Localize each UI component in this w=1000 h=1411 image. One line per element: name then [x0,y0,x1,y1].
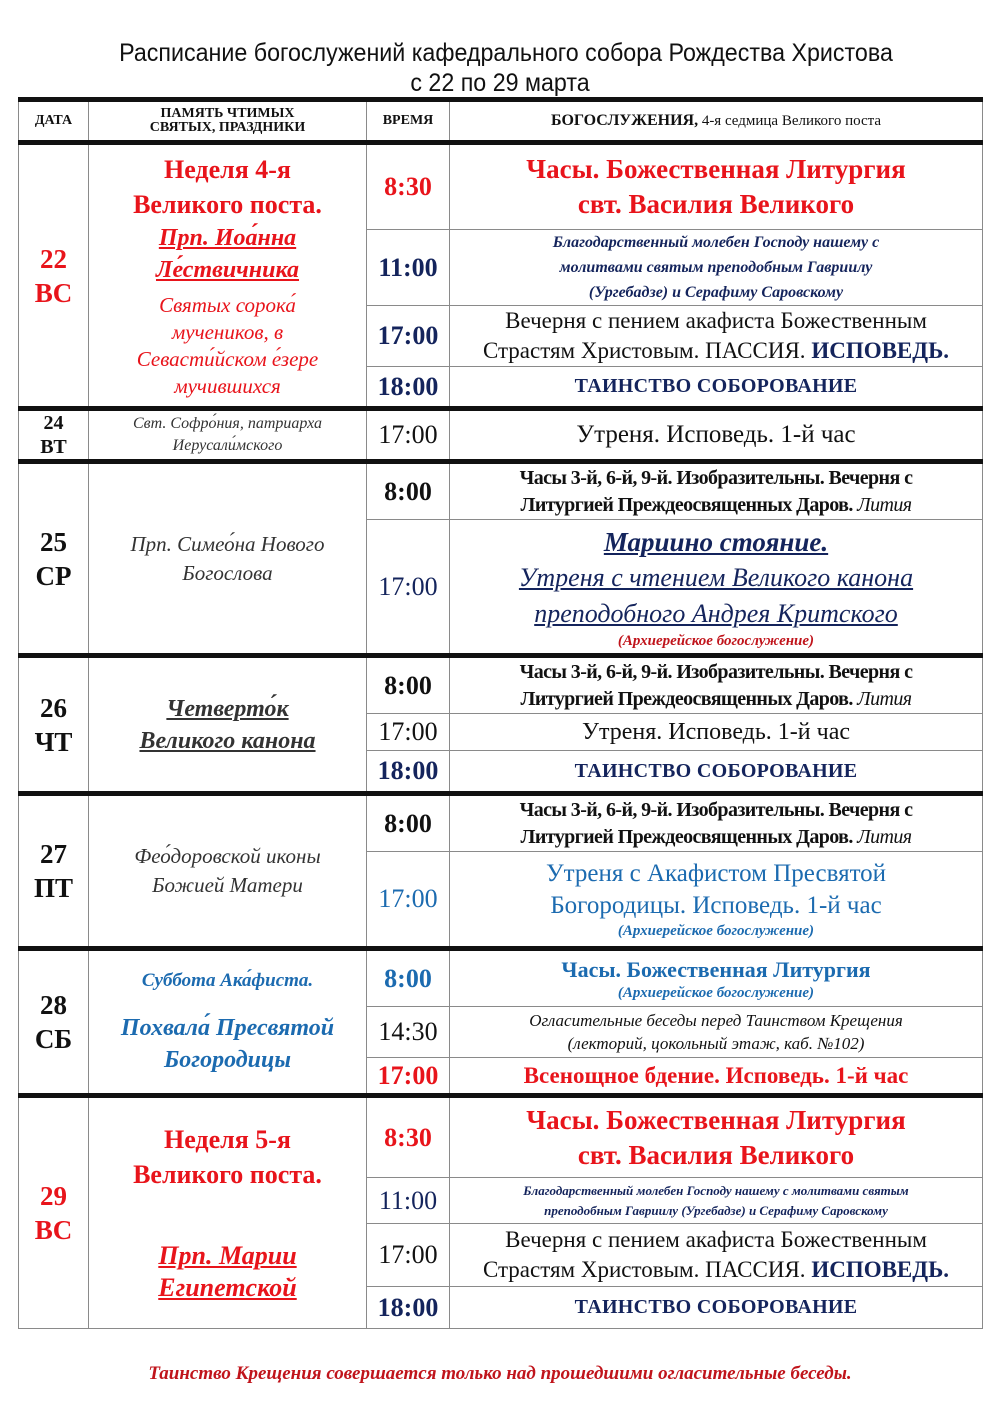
service-time: 8:00 [367,462,450,520]
table-row [19,656,983,714]
service-line: Мариино стояние. [603,526,829,557]
table-row [19,949,983,1007]
service-line: Вечерня с пением акафиста Божественным [505,1227,927,1252]
service-time: 17:00 [367,306,450,367]
service-line: преподобным Гавриилу (Ургебадзе) и Серафиму Саровскому [544,1202,888,1218]
memory-line: Севасти́йском е́зере [136,346,319,371]
service-line: Вечерня с пением акафиста Божественным [505,308,927,333]
service-confession: ИСПОВЕДЬ. [811,338,950,363]
memory-line: Суббота Aка́фиста. [141,970,314,991]
service-time: 17:00 [367,1224,450,1287]
service-description [450,852,983,949]
header-services-week: 4-я седмица Великого поста [698,113,882,129]
day-block-28 [19,949,983,1096]
service-description [450,1178,983,1224]
service-note: (Архиерейское богослужение) [617,632,815,649]
memory-line: мучившихся [174,373,281,398]
service-time: 17:00 [367,1058,450,1096]
service-description [450,306,983,367]
memory-cell [89,949,367,1096]
memory-cell [89,409,367,462]
service-line: Часы 3-й, 6-й, 9-й. Изобразительны. Вечерня с [519,466,913,489]
service-description [450,1007,983,1058]
date-day: 25 [40,526,67,557]
table-row [19,1096,983,1178]
table-row [19,409,983,462]
date-cell [19,794,89,949]
service-line: Литургией Преждеосвященных Даров. [520,825,853,848]
service-line: молитвами святым преподобным Гавриилу [559,259,873,276]
service-line: Часы. Божественная Литургия [526,1104,906,1135]
date-weekday: СР [35,560,72,591]
header-services [450,100,983,143]
memory-saint-link: Ле́ствичника [155,256,300,283]
date-cell [19,949,89,1096]
service-time: 18:00 [367,367,450,409]
document-subtitle-dates: с 22 по 29 марта [410,69,590,97]
footer-note: Таинство Крещения совершается только над прошедшими огласительные беседы. [148,1363,852,1384]
service-time: 11:00 [367,230,450,306]
service-description: Утреня. Исповедь. 1-й час [450,714,983,751]
service-litia: Лития [857,687,912,710]
date-day: 27 [40,839,67,869]
service-description [450,520,983,656]
service-description [450,656,983,714]
header-memory-line1: ПАМЯТЬ ЧТИМЫХ [160,106,295,121]
memory-line: Фео́доровской иконы [134,844,321,868]
service-description [450,143,983,230]
service-line: Благодарственный молебен Господу нашему с молитвами святым [523,1182,909,1198]
service-time: 14:30 [367,1007,450,1058]
service-time: 17:00 [367,852,450,949]
service-description: Утреня. Исповедь. 1-й час [450,409,983,462]
document-title: Расписание богослужений кафедрального собора Рождества Христова [119,39,893,67]
service-description: ТАИНСТВО СОБОРОВАНИЕ [450,1287,983,1329]
service-time: 11:00 [367,1178,450,1224]
service-note: (Архиерейское богослужение) [617,923,815,939]
service-line: Огласительные беседы перед Таинством Крещения [529,1011,903,1030]
table-header-row [19,100,983,143]
service-time: 17:00 [367,714,450,751]
date-day: 22 [40,243,67,274]
service-line: Часы 3-й, 6-й, 9-й. Изобразительны. Вечерня с [519,660,913,683]
date-day: 26 [40,692,67,723]
service-line: Утреня с Акафистом Пресвятой [545,860,887,887]
memory-line: Богослова [182,560,273,585]
service-time: 8:00 [367,656,450,714]
header-memory-line2: СВЯТЫХ, ПРАЗДНИКИ [149,120,306,135]
memory-line: Божией Матери [152,873,303,897]
table-row [19,794,983,852]
service-description: ТАИНСТВО СОБОРОВАНИЕ [450,751,983,794]
memory-line: Прп. Симео́на Нового [130,531,325,556]
table-row [19,462,983,520]
service-line: Богородицы. Исповедь. 1-й час [550,892,882,919]
service-note: (Архиерейское богослужение) [617,984,815,1001]
day-block-29 [19,1096,983,1329]
service-description: ТАИНСТВО СОБОРОВАНИЕ [450,367,983,409]
memory-line: Великого канона [139,727,316,754]
date-cell [19,143,89,409]
service-description [450,230,983,306]
service-time: 18:00 [367,1287,450,1329]
service-time: 18:00 [367,751,450,794]
memory-cell [89,656,367,794]
memory-cell [89,1096,367,1329]
date-weekday: ЧТ [34,726,73,757]
memory-cell [89,143,367,409]
service-line: (лекторий, цокольный этаж, каб. №102) [567,1034,865,1053]
date-cell [19,656,89,794]
memory-line: Великого поста. [133,189,322,219]
memory-line: мучеников, в [171,319,284,344]
service-line: Часы. Божественная Литургия [526,154,906,184]
service-time: 8:30 [367,143,450,230]
date-weekday: ПТ [33,873,73,903]
memory-line: Иерусали́мского [172,437,283,454]
table-row [19,143,983,230]
date-day: 24 [43,412,64,434]
date-weekday: ВТ [40,436,67,458]
memory-line: Похвала́ Пресвятой [120,1015,335,1041]
service-litia: Лития [857,825,912,848]
service-description: Всенощное бдение. Исповедь. 1-й час [450,1058,983,1096]
service-time: 17:00 [367,520,450,656]
memory-cell [89,462,367,656]
date-cell [19,462,89,656]
memory-line: Неделя 5-я [164,1125,291,1154]
day-block-25 [19,462,983,656]
date-cell [19,409,89,462]
memory-cell [89,794,367,949]
service-description [450,794,983,852]
service-line: Часы 3-й, 6-й, 9-й. Изобразительны. Вечерня с [519,798,913,821]
service-litia: Лития [857,493,912,516]
service-line: Литургией Преждеосвященных Даров. [520,493,853,516]
day-block-24 [19,409,983,462]
date-day: 29 [40,1181,67,1211]
service-line: Благодарственный молебен Господу нашему с [552,234,880,251]
service-line: (Ургебадзе) и Серафиму Саровскому [588,284,844,301]
memory-saint-link: Прп. Иоа́нна [158,224,297,251]
memory-line: Великого поста. [133,1160,322,1189]
date-weekday: ВС [34,277,73,308]
date-weekday: СБ [34,1024,73,1054]
day-block-22 [19,143,983,409]
memory-saint-link: Египетской [158,1273,297,1302]
date-weekday: ВС [34,1215,73,1245]
memory-line: Богородицы [163,1047,292,1073]
service-line: преподобного Андрея Критского [534,598,898,628]
memory-saint-link: Прп. Марии [158,1241,297,1270]
schedule-table [18,97,983,1329]
service-line: свт. Василия Великого [577,1139,855,1170]
memory-line: Неделя 4-я [164,154,291,184]
service-time: 17:00 [367,409,450,462]
header-services-bold: БОГОСЛУЖЕНИЯ, [550,112,699,129]
service-line: Утреня с чтением Великого канона [518,562,914,592]
date-day: 28 [40,990,67,1020]
date-cell [19,1096,89,1329]
header-time: ВРЕМЯ [367,100,450,143]
header-date: ДАТА [19,100,89,143]
service-line: свт. Василия Великого [577,189,855,219]
service-line: Часы. Божественная Литургия [561,956,871,982]
service-confession: ИСПОВЕДЬ. [811,1257,950,1282]
service-description [450,462,983,520]
memory-line: Свт. Софро́ния, патриарха [132,415,322,432]
service-line: Литургией Преждеосвященных Даров. [520,687,853,710]
header-memory [89,100,367,143]
memory-line: Четверто́к [166,695,289,722]
service-description [450,1096,983,1178]
service-time: 8:00 [367,794,450,852]
memory-line: Святых сорока́ [159,292,296,317]
day-block-26 [19,656,983,794]
service-description [450,949,983,1007]
service-line: Страстям Христовым. ПАССИЯ. [482,338,806,363]
service-line: Страстям Христовым. ПАССИЯ. [482,1257,806,1282]
service-description [450,1224,983,1287]
day-block-27 [19,794,983,949]
service-time: 8:00 [367,949,450,1007]
service-time: 8:30 [367,1096,450,1178]
